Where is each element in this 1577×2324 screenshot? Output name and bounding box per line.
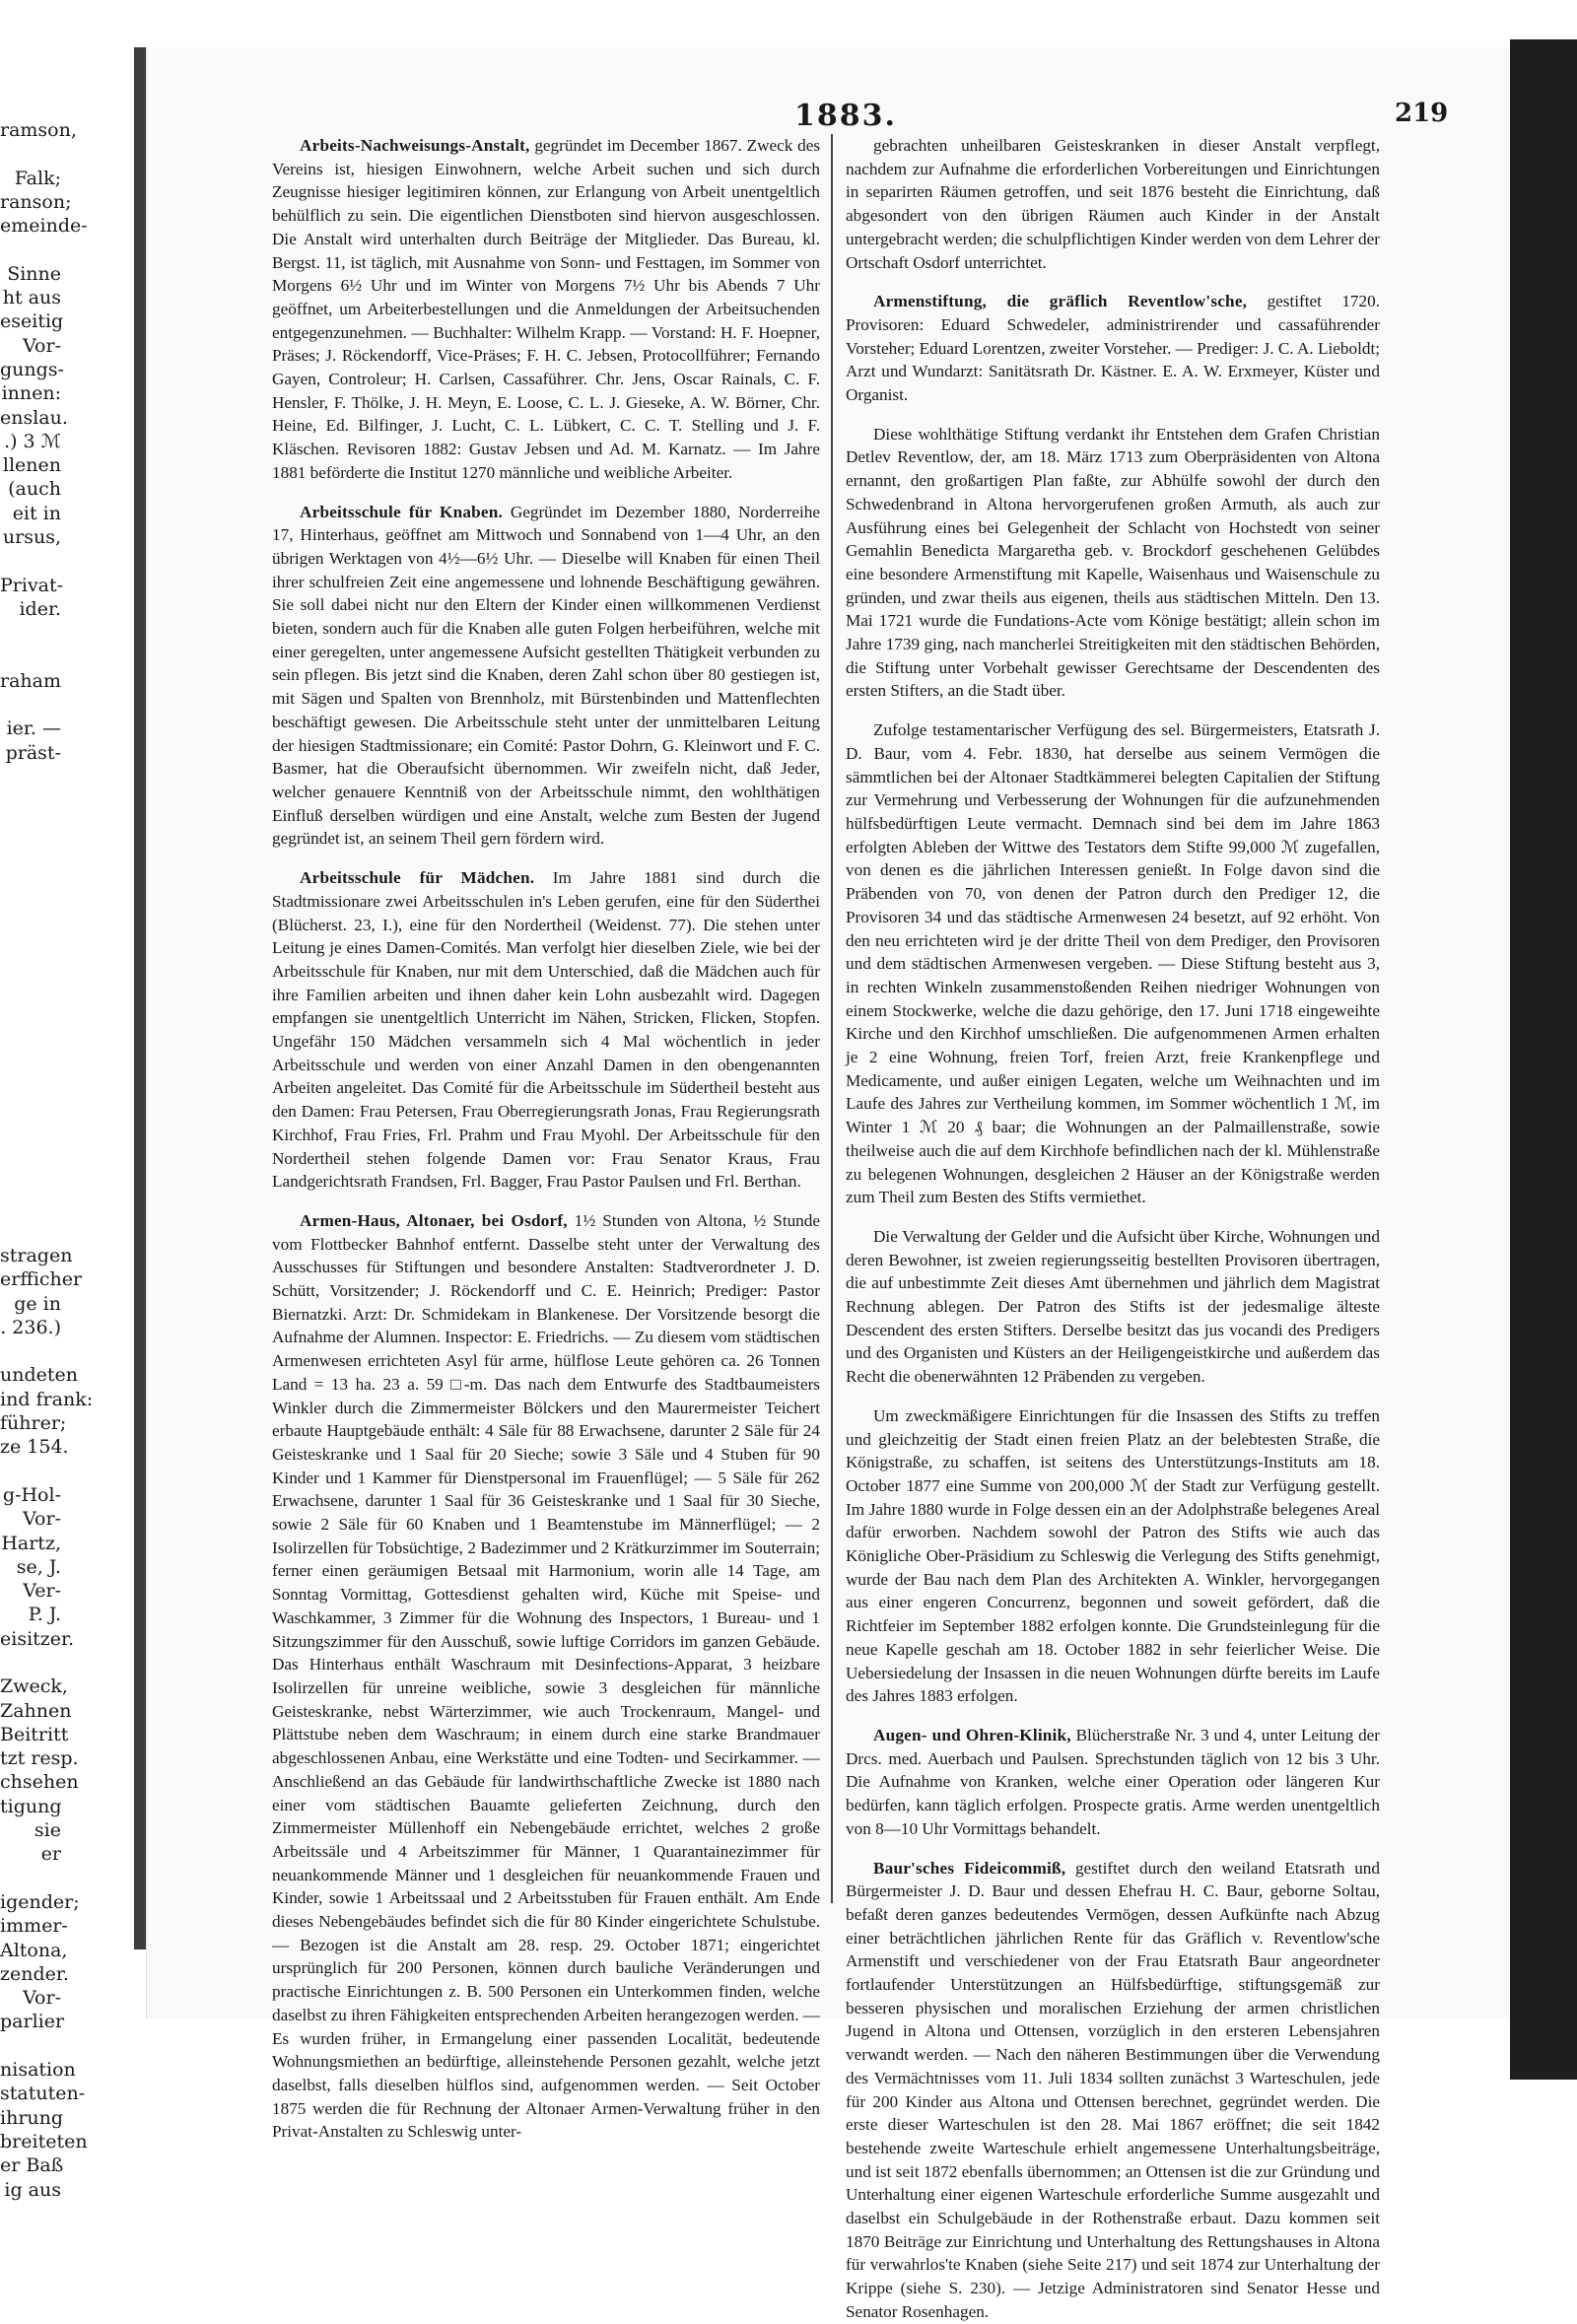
margin-fragment bbox=[0, 1172, 61, 1196]
margin-fragment: statuten- bbox=[0, 2083, 86, 2105]
margin-fragment: tigung bbox=[0, 1795, 62, 1817]
entry-paragraph bbox=[846, 290, 1380, 407]
margin-fragment bbox=[0, 813, 61, 837]
entry-text: Die Verwaltung der Gelder und die Aufsicht über Kirche, Wohnungen und deren Bewohner, ist zweien regierungsseitig bestellten Provisoren übertragen, die auf unbestimmte Zeit dieses Amt übernehmen und jährlich dem Magistrat Rechnung ablegen. Der Patron des Stifts ist der jedesmalige älteste Descendent des ersten Stifters. Derselbe besitzt das jus vocandi des Predigers und des Organisten und Küsters an der Heiligengeistkirche und außerdem das Recht die obenerwähnten 12 Präbenden zu vergeben. bbox=[846, 1226, 1380, 1387]
margin-fragment bbox=[0, 860, 61, 884]
margin-fragment: eit in bbox=[12, 502, 61, 524]
margin-fragment: Zweck, bbox=[0, 1675, 68, 1698]
entry-text: gestiftet 1720. Provisoren: Eduard Schwedeler, administrirender und cassaführender Vorsteher; Eduard Lorentzen, zweiter Vorsteher. — Prediger: J. C. A. Lieboldt; Arzt und Wundarzt: Sanitätsrath Dr. Kästner. E. A. W. Erxmeyer, Küster und Organist. bbox=[846, 292, 1381, 405]
margin-fragment bbox=[0, 788, 61, 812]
margin-fragment: Vor- bbox=[23, 334, 61, 357]
margin-fragment: ider. bbox=[19, 597, 61, 620]
directory-entry bbox=[846, 134, 1380, 274]
margin-fragment: Privat- bbox=[0, 574, 64, 596]
margin-fragment: Vor- bbox=[23, 1508, 61, 1531]
directory-entry bbox=[846, 290, 1380, 407]
margin-fragment bbox=[0, 837, 61, 860]
margin-fragment: stragen bbox=[0, 1244, 73, 1266]
margin-fragment bbox=[0, 142, 61, 166]
margin-fragment: chsehen bbox=[0, 1771, 79, 1794]
margin-fragment: ihrung bbox=[0, 2106, 64, 2129]
margin-fragment bbox=[0, 621, 61, 645]
margin-fragment: erfficher bbox=[0, 1268, 83, 1291]
margin-fragment bbox=[0, 1076, 61, 1100]
margin-fragment bbox=[0, 885, 61, 909]
margin-fragment: se, J. bbox=[16, 1555, 61, 1578]
entry-paragraph bbox=[272, 501, 820, 852]
margin-fragment: Vor- bbox=[23, 1987, 61, 2010]
margin-fragment: ursus, bbox=[2, 526, 61, 549]
margin-fragment: igender; bbox=[0, 1890, 80, 1913]
margin-fragment: präst- bbox=[5, 741, 61, 764]
margin-fragment: (auch bbox=[8, 478, 61, 501]
entry-paragraph bbox=[846, 1857, 1380, 2324]
margin-fragment: undeten bbox=[0, 1364, 78, 1387]
margin-fragment: ranson; bbox=[0, 190, 72, 213]
margin-fragment: ind frank: bbox=[0, 1388, 94, 1410]
margin-fragment bbox=[0, 1460, 61, 1483]
entry-paragraph bbox=[272, 134, 820, 485]
margin-fragment: ze 154. bbox=[0, 1436, 69, 1459]
entry-text: gebrachten unheilbaren Geisteskranken in dieser Anstalt verpflegt, nachdem zur Aufnahme die erforderlichen Vorbereitungen und Einrichtungen in separirten Räumen getroffen, und seit 1876 besteht die Einrichtung, daß abgesondert von den übrigen Räumen auch Kinder in der Anstalt untergebracht werden; die schulpflichtigen Kinder werden von dem Lehrer der Ortschaft Osdorf unterrichtet. bbox=[846, 136, 1380, 272]
margin-fragment: emeinde- bbox=[0, 215, 88, 238]
margin-fragment: tzt resp. bbox=[0, 1747, 79, 1770]
margin-fragment bbox=[0, 932, 61, 956]
running-head-year: 1883. bbox=[794, 99, 897, 133]
directory-entry bbox=[272, 1209, 820, 2144]
entry-text: Im Jahre 1881 sind durch die Stadtmissionare zwei Arbeitsschulen in's Leben gerufen, eine für den Süderthei (Blücherst. 23, I.), eine für den Nordertheil (Weidenst. 77). Die stehen unter Leitung je eines Damen-Comités. Man verfolgt hier dieselben Ziele, wie bei der Arbeitsschule für Knaben, nur mit dem Unterschied, daß die Mädchen auch für ihre Familien arbeiten und ihnen daher kein Lohn ausbezahlt wird. Dagegen empfangen sie unentgeltlich Unterricht im Nähen, Stricken, Flicken, Stopfen. Ungefähr 150 Mädchen versammeln sich 4 Mal wöchentlich in jeder Arbeitsschule und werden von einer Anzahl Damen in den obengenannten Arbeiten angeleitet. Das Comité für die Arbeitsschule im Südertheil besteht aus den Damen: Frau Petersen, Frau Oberregierungsrath Jonas, Frau Regierungsrath Kirchhof, Frau Fries, Frl. Prahm und Frau Myohl. Der Arbeitsschule für den Nordertheil stehen folgende Damen vor: Frau Senator Kraus, Frau Landgerichtsrath Frandsen, Frl. Bagger, Frau Pastor Paulsen und Frl. Berthan. bbox=[272, 868, 820, 1192]
margin-fragment: Hartz, bbox=[1, 1532, 61, 1554]
book-gutter-shadow bbox=[134, 47, 146, 1949]
entry-paragraph bbox=[846, 1724, 1380, 1841]
margin-fragment bbox=[0, 765, 61, 788]
margin-fragment: zender. bbox=[0, 1962, 69, 1985]
margin-fragment bbox=[0, 1196, 61, 1219]
entry-paragraph bbox=[272, 1209, 820, 2144]
entry-paragraph bbox=[846, 134, 1380, 274]
margin-fragment: Falk; bbox=[14, 167, 61, 189]
entry-paragraph bbox=[272, 866, 820, 1194]
entry-heading: Augen- und Ohren-Klinik, bbox=[873, 1726, 1071, 1744]
entry-text: Blücherstraße Nr. 3 und 4, unter Leitung der Drcs. med. Auerbach und Paulsen. Sprechstunden täglich von 12 bis 3 Uhr. Die Aufnahme von Kranken, welche einer Operation oder längeren Kur bedürfen, kann täglich erfolgen. Prospecte gratis. Arme werden unentgeltlich von 8—10 Uhr Vormittags behandelt. bbox=[846, 1726, 1381, 1838]
entry-text: Um zweckmäßigere Einrichtungen für die Insassen des Stifts zu treffen und gleichzeitig der Stadt einen freien Platz an der belebtesten Straße, die Königstraße, zu schaffen, ist seitens des Unterstützungs-Instituts am 18. October 1877 eine Summe von 200,000 ℳ der Stadt zur Verfügung gestellt. Im Jahre 1880 wurde in Folge dessen ein an der Adolphstraße belegenes Areal dafür erworben. Nachdem sowohl der Patron des Stifts wie auch das Königliche Ober-Präsidium zu Schleswig die Verlegung des Stifts genehmigt, wurde der Bau nach dem Plan des Architekten A. Winkler, hervorgegangen aus einer engeren Concurrenz, begonnen und soweit gefördert, daß die Richtfeier im September 1882 erfolgen konnte. Die Grundsteinlegung für die neue Kapelle geschah am 18. October 1882 in sehr feierlicher Weise. Die Uebersiedelung der Insassen in die neuen Wohnungen dürfte bereits im Laufe des Jahres 1883 erfolgen. bbox=[846, 1405, 1380, 1706]
directory-entry bbox=[846, 1724, 1380, 1841]
margin-fragment: Beitritt bbox=[0, 1723, 69, 1745]
margin-fragment: er bbox=[40, 1843, 61, 1866]
entry-heading: Armenstiftung, die gräflich Reventlow'sche, bbox=[873, 292, 1248, 311]
margin-fragment bbox=[0, 646, 61, 669]
margin-fragment: innen: bbox=[1, 382, 61, 405]
margin-fragment: nisation bbox=[0, 2059, 76, 2082]
right-text-column bbox=[846, 134, 1381, 2321]
entry-paragraph bbox=[846, 718, 1380, 1209]
margin-fragment bbox=[0, 1028, 61, 1052]
entry-text: Gegründet im Dezember 1880, Norderreihe 17, Hinterhaus, geöffnet am Mittwoch und Sonnabend von 1—4 Uhr, an den übrigen Werktagen von 4½—6½ Uhr. — Dieselbe will Knaben für einen Theil ihrer schulfreien Zeit eine angemessene und lohnende Beschäftigung gewähren. Sie soll dabei nicht nur den Eltern der Kinder einen willkommenen Verdienst bieten, sondern auch für die Knaben alle guten Folgen herbeiführen, welche mit einer geregelten, unter angemessene Aufsicht gestellten Thätigkeit verbunden zu sein pflegen. Bis jetzt sind die Knaben, deren Zahl schon über 80 gestiegen ist, mit Sägen und Spalten von Brennholz, mit Bürstenbinden und Mattenflechten beschäftigt gewesen. Die Arbeitsschule steht unter der unmittelbaren Leitung der hiesigen Stadtmissionare; ein Comité: Pastor Dohrn, G. Kleinwort und F. C. Basmer, hat die Oberaufsicht übernommen. Wir zweifeln nicht, daß Jeder, welcher genauere Kenntniß von der Arbeitsschule nimmt, den wohlthätigen Einfluß derselben würdigen und eine Anstalt, welche zum Besten der Jugend gegründet ist, an seinem Theil gern fördern wird. bbox=[272, 502, 820, 849]
directory-entry bbox=[272, 134, 820, 485]
entry-text: 1½ Stunden von Altona, ½ Stunde vom Flottbecker Bahnhof entfernt. Dasselbe steht unter der Verwaltung des Ausschusses für Stiftungen und besondere Anstalten: Stadtverordneter J. D. Schütt, Vorsitzender; J. Röckendorff und C. E. Heinrich; Prediger: Pastor Biernatzki. Arzt: Dr. Schmidekam in Blankenese. Der Vorsitzende besorgt die Aufnahme der Alumnen. Inspector: E. Friedrichs. — Zu diesem vom städtischen Armenwesen errichteten Asyl für arme, hülflose Leute gehören ca. 26 Tonnen Land = 13 ha. 23 a. 59 □-m. Das nach dem Entwurfe des Stadtbaumeisters Winkler durch die Zimmermeister Bölckers und den Maurermeister Teichert erbaute Hauptgebäude enthält: 4 Säle für 88 Erwachsene, darunter 2 Säle für 24 Geisteskranke und 1 Saal für 20 Sieche; sowie 3 Säle und 4 Stuben für 90 Kinder und 1 Kammer für Dienstpersonal im Frauenflügel; — 5 Säle für 262 Erwachsene, darunter 1 Saal für 36 Geisteskranke und 1 Saal für 30 Sieche, sowie 2 Säle für 60 Knaben und 1 Beamtenstube im Männerflügel; — 2 Isolirzellen für Tobsüchtige, 2 Badezimmer und 2 Krätkurzimmer im Souterrain; ferner einen geräumigen Betsaal mit Harmonium, worin alle 14 Tage, am Sonntag Vormittag, Gottesdienst gehalten wird, Küche mit Speise- und Waschkammer, 3 Zimmer für die Wohnung des Inspectors, 1 Bureau- und 1 Sitzungszimmer für den Ausschuß, sowie luftige Corridors im ganzen Gebäude. Das Hinterhaus enthält Waschraum mit Desinfections-Apparat, 3 heizbare Isolirzellen für unreine weibliche, sowie 3 desgleichen für männliche Geisteskranke, nebst Wärterzimmer, wie auch Trockenraum, Mangel- und Plättstube neben dem Waschraum; in einem durch eine starke Brandmauer abgeschlossenen Anbau, eine Werkstätte und eine Todten- und Secirkammer. — Anschließend an das Gebäude für landwirthschaftliche Zwecke ist 1880 nach einer vom städtischen Bauamte gelieferten Zeichnung, durch den Zimmermeister Müllenhoff ein Nebengebäude errichtet, welches 2 große Arbeitssäle und 4 Arbeitszimmer für Männer, 1 Quarantainezimmer für neuankommende Männer und 1 desgleichen für neuankommende Frauen und Kinder, sowie 1 Arbeitssaal und 2 Arbeitsstuben für Frauen enthält. Am Ende dieses Nebengebäudes befindet sich die für 80 Kinder eingerichtete Schulstube. — Bezogen ist die Anstalt am 28. resp. 29. October 1871; eingerichtet ursprünglich für 200 Personen, können durch bauliche Veränderungen und practische Einrichtungen z. B. 500 Personen ein Unterkommen finden, welche daselbst zu ihren Fähigkeiten entsprechenden Arbeiten herangezogen werden. — Es wurden früher, in Ermangelung einer passenden Localität, bedeutende Wohnungsmiethen an bedürftige, alleinstehende Personen gezahlt, welche jetzt daselbst, falls dieselben hülflos sind, aufgenommen werden. — Seit October 1875 werden die für Rechnung der Altonaer Armen-Verwaltung früher in den Privat-Anstalten zu Schleswig unter- bbox=[272, 1210, 820, 2142]
left-text-column bbox=[272, 134, 821, 2142]
margin-fragment: g-Hol- bbox=[2, 1483, 61, 1506]
margin-fragment bbox=[0, 238, 61, 261]
directory-entry bbox=[846, 718, 1380, 1209]
margin-fragment: enslau. bbox=[0, 406, 68, 429]
scan-right-edge bbox=[1510, 39, 1577, 2080]
margin-fragment: P. J. bbox=[28, 1604, 61, 1626]
margin-fragment bbox=[0, 1004, 61, 1028]
margin-fragment bbox=[0, 1651, 61, 1675]
directory-entry bbox=[272, 866, 820, 1194]
margin-fragment: ht aus bbox=[2, 287, 61, 309]
margin-fragment bbox=[0, 2034, 61, 2058]
entry-text: gestiftet durch den weiland Etatsrath und Bürgermeister J. D. Baur und dessen Ehefrau H. C. Baur, geborne Soltau, befaßt deren ganzes bedeutendes Vermögen, dessen Aufkünfte nach Abzug einer beträchtlichen jährlichen Rente für das Gräflich v. Reventlow'sche Armenstift und verschiedener von der Frau Etatsrath Baur angeordneter fortlaufender Unterstützungen an Hülfsbedürftige, stiftungsgemäß zur besseren physischen und moralischen Erziehung der armen christlichen Jugend in Altona und Ottensen, vorzüglich in den ersteren Lebensjahren verwandt werden. — Nach den näheren Bestimmungen über die Verwendung des Vermächtnisses vom 11. Juli 1834 sollten zunächst 3 Warteschulen, jede für 200 Kinder aus Altona und Ottensen berechnet, gegründet werden. Die erste dieser Warteschulen ist den 28. Mai 1867 eröffnet; die seit 1842 bestehende zweite Warteschule erhielt angemessene Unterhaltungsbeiträge, und ist seit 1872 ebenfalls übernommen; an Ottensen ist die zur Gründung und Unterhaltung einer eigenen Warteschule erforderliche Summe ausgezahlt und daselbst ein Schulgebäude in der Rothenstraße erbaut. Dazu kommen seit 1870 Beiträge zur Einrichtung und Unterhaltung des Rettungshauses in Altona für verwahrlos'te Knaben (siehe Seite 217) und seit 1874 zur Unterhaltung der Krippe (siehe S. 230). — Jetzige Administratoren sind Senator Hesse und Senator Rosenhagen. bbox=[846, 1858, 1380, 2321]
entry-paragraph bbox=[846, 1404, 1380, 1708]
margin-fragment: ge in bbox=[14, 1292, 61, 1315]
margin-fragment: Altona, bbox=[0, 1939, 68, 1961]
margin-fragment: .) 3 ℳ bbox=[4, 430, 61, 452]
margin-fragment bbox=[0, 1220, 61, 1244]
directory-entry bbox=[846, 423, 1380, 703]
directory-entry bbox=[846, 1225, 1380, 1389]
directory-entry bbox=[846, 1404, 1380, 1708]
entry-heading: Arbeits-Nachweisungs-Anstalt, bbox=[300, 136, 530, 155]
entry-text: Zufolge testamentarischer Verfügung des sel. Bürgermeisters, Etatsrath J. D. Baur, vom 4. Febr. 1830, hat derselbe aus seinem Vermögen die sämmtlichen bei der Altonaer Stadtkämmerei belegten Capitalien der Stiftung zur Vermehrung und Verbesserung der Wohnungen für die aufzunehmenden hülfsbedürftigen Leute vermacht. Demnach sind bei dem im Jahre 1863 erfolgten Ableben der Wittwe des Testators dem Stifte 99,000 ℳ zugefallen, von denen es die jährlichen Interessen genießt. In Folge davon sind die Präbenden von 70, von denen der Patron durch den Prediger 12, die Provisoren 34 und das städtische Armenwesen 24 besetzt, auf 92 erhöht. Von den neu errichteten wird je der dritte Theil von dem Prediger, den Provisoren und dem städtischen Armenwesen vergeben. — Diese Stiftung besteht aus 3, in rechten Winkeln zusammenstoßenden Reihen niedriger Wohnungen von einem Stockwerke, welche die dazu gehörige, den 17. Juni 1718 eingeweihte Kirche und den Kirchhof umschließen. Die aufgenommenen Armen erhalten je 2 eine Wohnung, freien Torf, freien Arzt, freie Krankenpflege und Medicamente, und außer einigen Legaten, welche um Weihnachten und im Laufe des Jahres zur Vertheilung kommen, im Sommer wöchentlich 1 ℳ, im Winter 1 ℳ 20 ₰ baar; die Wohnungen an der Palmaillenstraße, sowie theilweise auch die auf dem Kirchhofe befindlichen nach der kl. Mühlenstraße zu belegenen Wohnungen, desgleichen 2 Häuser an der Königstraße werden zum Theil zum Besten des Stifts vermiethet. bbox=[846, 720, 1380, 1207]
entry-heading: Armen-Haus, Altonaer, bei Osdorf, bbox=[300, 1210, 568, 1230]
margin-fragment: ramson, bbox=[0, 119, 77, 141]
margin-fragment: . 236.) bbox=[0, 1316, 61, 1338]
adjacent-page-margin-fragments bbox=[0, 118, 94, 2201]
entry-paragraph bbox=[846, 423, 1380, 703]
margin-fragment: eseitig bbox=[0, 310, 64, 333]
margin-fragment bbox=[0, 956, 61, 980]
margin-fragment: ig aus bbox=[4, 2178, 61, 2201]
margin-fragment bbox=[0, 981, 61, 1004]
entry-heading: Arbeitsschule für Mädchen. bbox=[300, 868, 535, 888]
margin-fragment bbox=[0, 1867, 61, 1890]
margin-fragment bbox=[0, 909, 61, 932]
margin-fragment: Zahnen bbox=[0, 1699, 72, 1722]
margin-fragment: führer; bbox=[0, 1412, 67, 1435]
margin-fragment bbox=[0, 1124, 61, 1147]
margin-fragment: ier. — bbox=[6, 718, 61, 740]
column-divider bbox=[831, 134, 833, 1903]
margin-fragment bbox=[0, 1100, 61, 1124]
margin-fragment: eisitzer. bbox=[0, 1627, 75, 1650]
margin-fragment: immer- bbox=[0, 1915, 68, 1938]
margin-fragment bbox=[0, 549, 61, 573]
margin-fragment: breiteten bbox=[0, 2130, 88, 2153]
margin-fragment: gungs- bbox=[0, 358, 64, 380]
margin-fragment bbox=[0, 1148, 61, 1172]
page-number: 219 bbox=[1395, 99, 1449, 128]
margin-fragment bbox=[0, 693, 61, 717]
margin-fragment: Sinne bbox=[7, 262, 61, 285]
entry-heading: Arbeitsschule für Knaben. bbox=[300, 502, 504, 521]
directory-entry bbox=[846, 1857, 1380, 2324]
margin-fragment: sie bbox=[34, 1819, 61, 1842]
entry-text: gegründet im December 1867. Zweck des Vereins ist, hiesigen Einwohnern, welche Arbeit suchen und sich durch Zeugnisse hiesiger legitimiren können, zur Erlangung von Arbeit unentgeltlich behülflich zu sein. Die eigentlichen Dienstboten sind hiervon ausgeschlossen. Die Anstalt wird unterhalten durch Beiträge der Mitglieder. Das Bureau, kl. Bergst. 11, ist täglich, mit Ausnahme von Sonn- und Festtagen, im Sommer von Morgens 6½ Uhr und im Winter von Morgens 7½ Uhr bis Abends 7 Uhr geöffnet, um Arbeiterbestellungen und die Anmeldungen der Arbeitsuchenden entgegenzunehmen. — Buchhalter: Wilhelm Krapp. — Vorstand: H. F. Hoepner, Präses; J. Röckendorff, Vice-Präses; F. H. C. Jebsen, Protocollführer; Fernando Gayen, Controleur; H. Carlsen, Cassaführer. Chr. Jens, Oscar Rainals, C. F. Hensler, F. Thölke, J. H. Meyn, E. Loose, C. L. J. Gieseke, A. W. Börner, Chr. Heine, Ed. Bilfinger, J. Lucht, C. L. Lübkert, C. C. T. Stelling und J. F. Kläschen. Revisoren 1882: Gustav Jebsen und Ad. M. Karnatz. — Im Jahre 1881 beförderte die Institut 1270 männliche und weibliche Arbeiter. bbox=[272, 136, 821, 482]
margin-fragment bbox=[0, 1339, 61, 1363]
margin-fragment: er Baß bbox=[0, 2154, 64, 2177]
entry-heading: Baur'sches Fideicommiß, bbox=[873, 1858, 1066, 1878]
margin-fragment: raham bbox=[0, 669, 61, 692]
margin-fragment: Ver- bbox=[23, 1580, 61, 1603]
margin-fragment: llenen bbox=[2, 454, 61, 477]
directory-entry bbox=[272, 501, 820, 852]
entry-text: Diese wohlthätige Stiftung verdankt ihr Entstehen dem Grafen Christian Detlev Reventlow, der, am 18. März 1713 zum Oberpräsidenten von Altona ernannt, den großartigen Plan faßte, zur Abhülfe sowohl der durch den Schwedenbrand in Altona hervorgerufenen großen Armuth, als auch zur Ausführung eines bei Gelegenheit der Schlacht von Hochstedt von seiner Gemahlin Benedicta Margaretha geb. v. Brockdorf geschehenen Gelübdes eine besondere Armenstiftung mit Kapelle, Waisenhaus und Waisenschule zu gründen, und zwar theils aus eigenen, theils aus städtischen Mitteln. Den 13. Mai 1721 wurde die Fundations-Acte vom Könige bestätigt; allein schon im Jahre 1739 ging, nach mancherlei Streitigkeiten mit den städtischen Behörden, die Stiftung unter Vorbehalt gewisser Gerechtsame der Descendenten des ersten Stifters, an die Stadt über. bbox=[846, 424, 1380, 701]
margin-fragment: parlier bbox=[0, 2011, 65, 2033]
margin-fragment bbox=[0, 1053, 61, 1076]
entry-paragraph bbox=[846, 1225, 1380, 1389]
